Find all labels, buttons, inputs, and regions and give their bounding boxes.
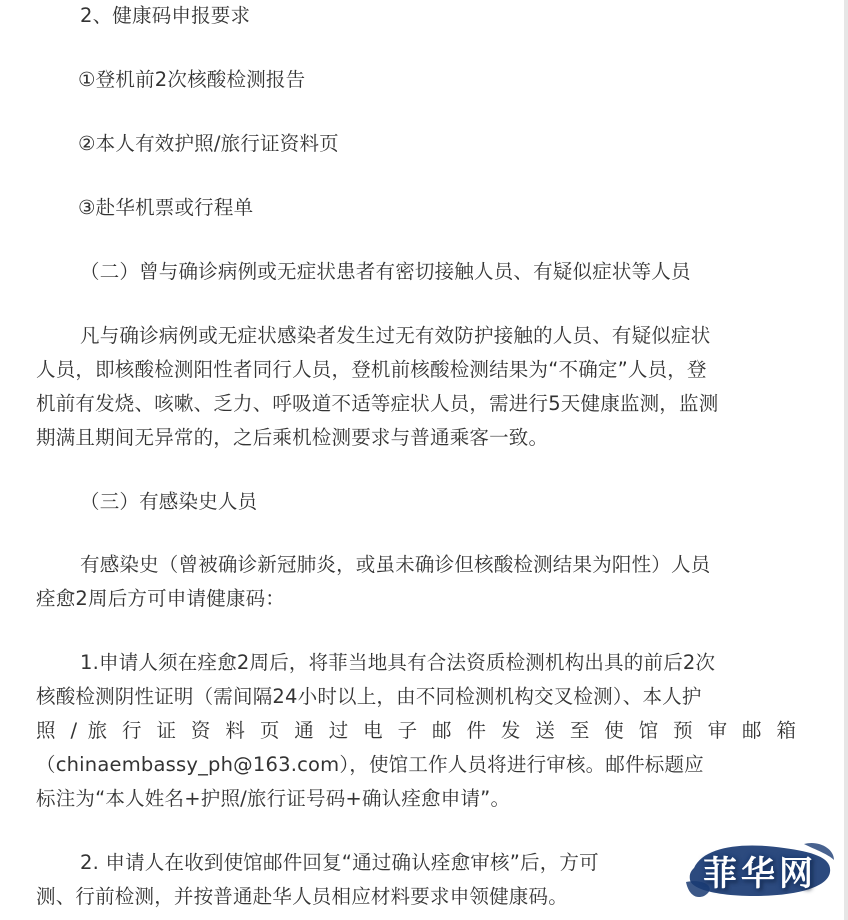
paragraph-line-email: （chinaembassy_ph@163.com），使馆工作人员将进行审核。邮件标题应: [36, 753, 704, 776]
section-heading-health-code: 2、健康码申报要求: [80, 4, 251, 27]
paragraph-line: 核酸检测阴性证明（需间隔24小时以上，由不同检测机构交叉检测）、本人护: [36, 685, 702, 708]
paragraph-line: 照 / 旅 行 证 资 料 页 通 过 电 子 邮 件 发 送 至 使 馆 预 审 邮 箱: [36, 719, 796, 742]
paragraph-line: 2. 申请人在收到使馆邮件回复“通过确认痊愈审核”后，方可: [80, 851, 599, 874]
watermark-text: 菲华网: [703, 853, 817, 894]
section-heading-infection-history: （三）有感染史人员: [80, 490, 258, 513]
site-watermark-logo: [684, 838, 836, 902]
list-item-passport: ②本人有效护照/旅行证资料页: [78, 132, 339, 155]
paragraph-line: 1.申请人须在痊愈2周后，将菲当地具有合法资质检测机构出具的前后2次: [80, 651, 716, 674]
section-heading-close-contacts: （二）曾与确诊病例或无症状患者有密切接触人员、有疑似症状等人员: [80, 260, 691, 283]
paragraph-line: 标注为“本人姓名+护照/旅行证号码+确认痊愈申请”。: [36, 787, 511, 810]
paragraph-line: 人员，即核酸检测阳性者同行人员，登机前核酸检测结果为“不确定”人员，登: [36, 358, 707, 381]
paragraph-line: 有感染史（曾被确诊新冠肺炎，或虽未确诊但核酸检测结果为阳性）人员: [80, 553, 711, 576]
paragraph-line: 机前有发烧、咳嗽、乏力、呼吸道不适等症状人员，需进行5天健康监测，监测: [36, 392, 719, 415]
paragraph-line: 测、行前检测，并按普通赴华人员相应材料要求申领健康码。: [36, 885, 568, 908]
list-item-nucleic-test: ①登机前2次核酸检测报告: [78, 68, 306, 91]
paragraph-line: 期满且期间无异常的，之后乘机检测要求与普通乘客一致。: [36, 426, 549, 449]
paragraph-line: 痊愈2周后方可申请健康码：: [36, 587, 286, 610]
list-item-ticket: ③赴华机票或行程单: [78, 196, 254, 219]
scrollbar-track: [844, 0, 848, 920]
paragraph-line: 凡与确诊病例或无症状感染者发生过无有效防护接触的人员、有疑似症状: [80, 324, 711, 347]
